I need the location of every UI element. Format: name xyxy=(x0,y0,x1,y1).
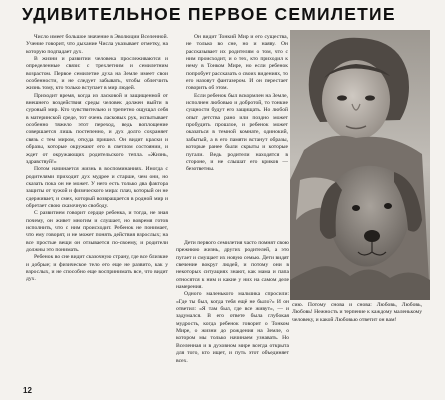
page-number: 12 xyxy=(23,386,32,395)
paragraph: Он видит Тонкий Мир и его существа, не только во сне, но и наяву. Он рассказывает их родителям о том, что с ним происходит, и о тех, кто приходил к нему в Тонком Мире, но если ребенок попробует рассказать о своих видениях, то его назовут фантазером. И он перестает говорить об этом. xyxy=(186,34,288,92)
paragraph: Потом начинается жизнь в воспоминаниях. Иногда с родителями приходит дух мудрее и старше, чем они, но сказать пока он не может. У него есть только два фактора защиты от чужой и физического мира: плач, который он не сдерживает, и смех, который возвращается в родной мир и обретает свою сказочную свободу. xyxy=(26,166,168,209)
photo-child-with-dog xyxy=(290,30,430,300)
paragraph: Приходит время, когда из ласковой и защищенной от внешнего воздействия среды человек должен выйти в суровый мир. Кто чувствительно и трепетно ощущал себя в материнской среде, тот очень ласковых рук, испытывает особенно тяжело этот переход, ведь воплощение совершается лишь постепенно, и дух долго сохраняет связь с тем миром, откуда пришел. Он видит краски и образы, которые окружают его в светлом состоянии, и ждет от окружающих родительского тепла. «Жизнь, здравствуй!» xyxy=(26,92,168,165)
paragraph: В жизни и развитии человека прослеживаются и определенные связи: с трехлетним и семилетним возрастом. Первое семилетие духа на Земле имеет свои особенности, и не следует забывать, чтобы облегчить жизнь тому, кто только вступает в мир людей. xyxy=(26,56,168,92)
paragraph: Одного маленького мальчика спросили: «Где ты был, когда тебя ещё не было?» И он ответил: «Я там был, где все живут», — и задумался. В его ответе была глубокая мудрость, когда ребенок говорит о Тонком Мире, о жизни до рождения на Земле, о котором мы только начинаем узнавать. Но Вселенная и в духовном мире всегда открыта для того, кто ищет, и путь этот объединяет всех. xyxy=(176,291,289,364)
photo-illustration xyxy=(290,30,430,300)
text-column-2 xyxy=(186,34,288,239)
paragraph: С развитием говорит сердце ребенка, и тогда, не зная почему, он живет многим и слушает, но вовремя готов исполнить, что с ним происходит. Ребенок не понимает, что ему говорят, и не может понять действия взрослых; на все простые вещи он отзывается по-своему, и родители должны это понимать. xyxy=(26,210,168,253)
paragraph: Число имеет большое значение в Эволюции Вселенной. Учение говорит, что дыхание Числа указывает отметку, на которую подпадает дух. xyxy=(26,34,168,55)
paragraph: Ребенок во сне видит сказочную страну, где все близкие и добрые; и физическое тело его еще не развито, как у взрослых, и не способно еще воспринимать все, что видит дух. xyxy=(26,254,168,283)
page-title: УДИВИТЕЛЬНОЕ ПЕРВОЕ СЕМИЛЕТИЕ xyxy=(22,4,396,24)
paragraph: сию. Потому снова и снова: Любовь, Любовь, Любовь! Нежность и терпение к каждому маленькому человеку, и какой Любовью ответит он вам! xyxy=(292,302,422,323)
text-column-3 xyxy=(176,240,289,382)
paragraph: Дети первого семилетия часто помнят свою прежнюю жизнь, других родителей, а это пугает и смущает их новую семью. Дети видят свечение вокруг людей, и потому они в некоторых ситуациях знают, как мама и папа относятся к ним и какие у них на самом деле намерения. xyxy=(176,240,289,291)
paragraph: Если ребенок был вскормлен на Земле, исполнен любовью и добротой, то тонкие сущности будут его защищать. Но любой опыт детства рано или поздно может пробудить прошлое, и ребенок может оказаться в темной комнате, одинокий, забытый, а в его памяти встанут образы, которые ранее были скрыты и которые пугали. Ведь родители находятся в стороне, и не слышат его криков — безответны. xyxy=(186,92,288,173)
text-column-4 xyxy=(292,302,422,348)
text-column-1 xyxy=(26,34,168,379)
